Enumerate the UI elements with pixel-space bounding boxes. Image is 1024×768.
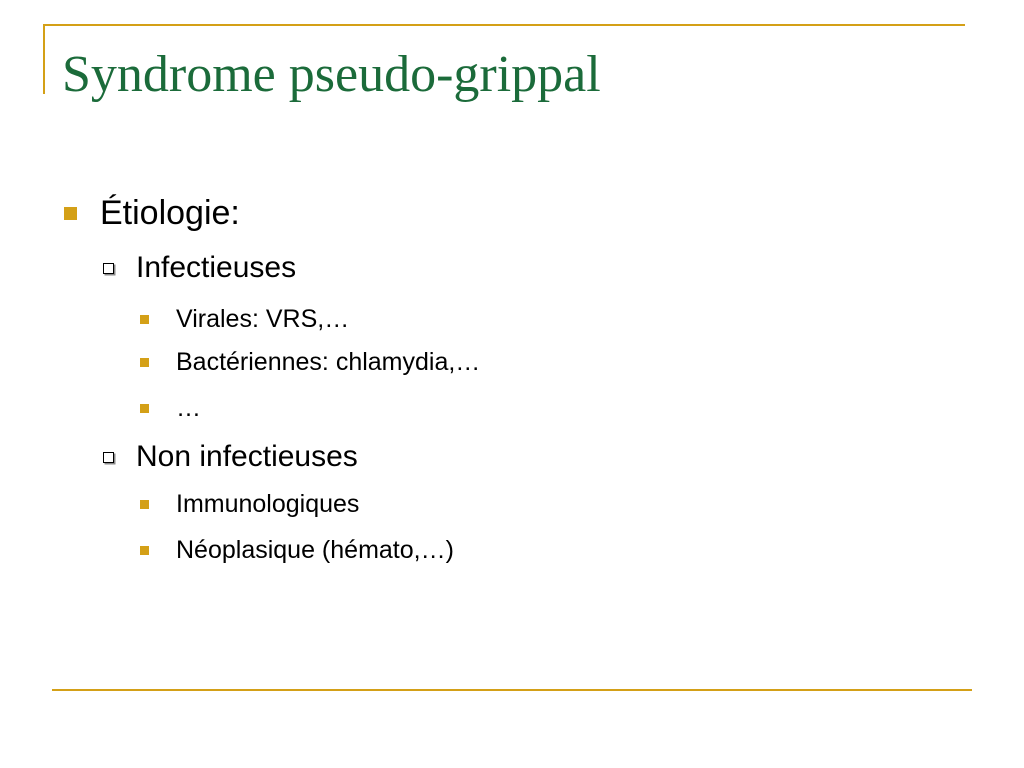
bullet-non-infectieuses — [103, 437, 358, 477]
list-item-ellipsis: … — [176, 393, 201, 422]
bullet-neoplasique — [140, 534, 454, 566]
square-bullet-icon — [140, 404, 149, 413]
bullet-infectieuses — [103, 248, 296, 288]
list-item-immunologiques: Immunologiques — [176, 489, 360, 518]
bullet-virales — [140, 303, 349, 335]
hollow-square-bullet-icon — [103, 452, 114, 463]
square-bullet-icon — [140, 358, 149, 367]
bullet-bacteriennes — [140, 346, 480, 378]
bullet-etiologie — [64, 190, 240, 236]
list-item-bacteriennes: Bactériennes: chlamydia,… — [176, 347, 481, 376]
square-bullet-icon — [64, 207, 77, 220]
frame-bottom-rule — [52, 689, 972, 691]
square-bullet-icon — [140, 546, 149, 555]
square-bullet-icon — [140, 315, 149, 324]
bullet-ellipsis — [140, 392, 201, 424]
slide-title: Syndrome pseudo-grippal — [62, 46, 601, 103]
bullet-immunologiques — [140, 488, 359, 520]
hollow-square-bullet-icon — [103, 263, 114, 274]
etiologie-heading: Étiologie: — [100, 193, 240, 232]
list-item-virales: Virales: VRS,… — [176, 304, 350, 333]
group-label-infectieuses: Infectieuses — [136, 251, 297, 284]
list-item-neoplasique: Néoplasique (hémato,…) — [176, 535, 454, 564]
square-bullet-icon — [140, 500, 149, 509]
group-label-non-infectieuses: Non infectieuses — [136, 440, 358, 473]
